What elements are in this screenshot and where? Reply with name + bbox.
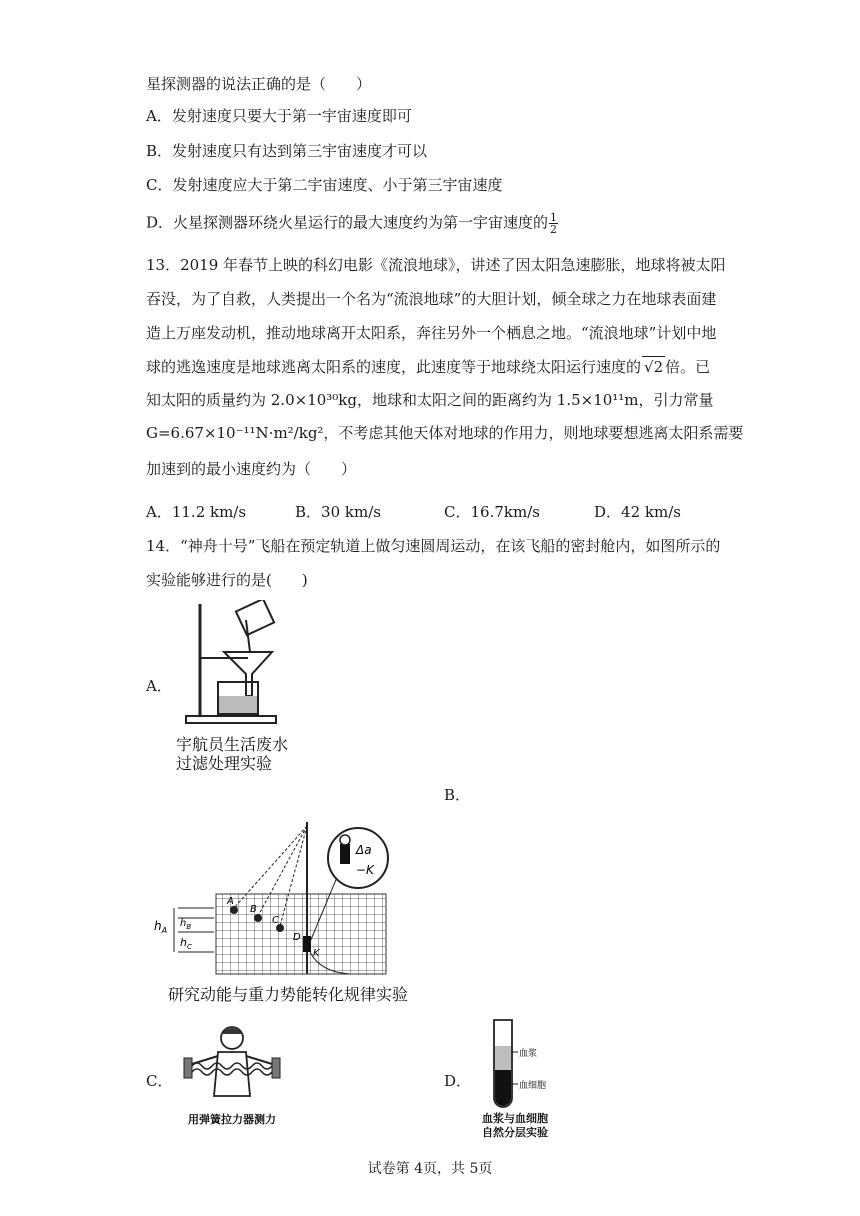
q13-line-2: 吞没，为了自救，人类提出一个名为“流浪地球”的大胆计划，倾全球之力在地球表面建 (146, 290, 717, 308)
cell-layer (495, 1070, 511, 1106)
magnified-sensor (340, 844, 350, 864)
magnifier-circle (328, 828, 388, 888)
minus-k-label: −K (356, 863, 374, 877)
q12-option-d (146, 212, 558, 235)
grid-board (216, 894, 386, 974)
point-b-label: B (250, 904, 257, 915)
q12-option-b: B．发射速度只有达到第三宇宙速度才可以 (146, 142, 428, 160)
figure-pendulum-energy (150, 818, 400, 978)
h-c-label: $h_C$ (180, 936, 192, 951)
q12-option-a: A．发射速度只要大于第一宇宙速度即可 (146, 107, 412, 125)
q14-line-1: 14．“神舟十号”飞船在预定轨道上做匀速圆周运动，在该飞船的密封舱内，如图所示的 (146, 537, 721, 555)
left-handle (184, 1058, 192, 1078)
fig-c-caption: 用弹簧拉力器测力 (188, 1113, 276, 1126)
fig-a-caption-2: 过滤处理实验 (176, 754, 273, 773)
q13-line-7: 加速到的最小速度约为（ ） (146, 460, 357, 478)
fraction-denominator: 2 (550, 223, 558, 236)
spring-coils-2 (192, 1069, 272, 1075)
h-a-label: $h_A$ (154, 919, 168, 935)
filtrate (219, 696, 257, 713)
q13-option-d: D．42 km/s (594, 503, 681, 521)
point-c-label: C (272, 915, 279, 926)
sqrt-value: 2 (653, 358, 664, 376)
q12-stem-end: 星探测器的说法正确的是（ ） (146, 75, 372, 93)
q13-option-b: B．30 km/s (295, 503, 381, 521)
magnified-bob (340, 835, 350, 845)
q14-label-a: A． (146, 677, 172, 695)
fig-d-caption-1: 血浆与血细胞 (482, 1112, 548, 1125)
q12-option-c: C．发射速度应大于第二宇宙速度、小于第三宇宙速度 (146, 176, 503, 194)
figure-test-tube (486, 1018, 556, 1110)
q13-line-1: 13．2019 年春节上映的科幻电影《流浪地球》，讲述了因太阳急速膨胀，地球将被太阳 (146, 256, 726, 274)
cells-label: 血细胞 (519, 1081, 547, 1091)
sqrt-symbol: √2 (644, 358, 664, 376)
delta-a-label: Δa (356, 843, 372, 857)
q13-option-a: A．11.2 km/s (146, 503, 247, 521)
fig-b-caption: 研究动能与重力势能转化规律实验 (168, 985, 409, 1004)
q14-label-c: C． (146, 1072, 173, 1090)
q13-line-4-post: 倍。已 (665, 358, 711, 376)
q13-option-c: C．16.7km/s (444, 503, 540, 521)
h-b-label: $h_B$ (180, 918, 192, 931)
point-a-label: A (227, 896, 234, 907)
plasma-label: 血浆 (519, 1049, 538, 1059)
bob-d (303, 936, 311, 952)
q13-line-3: 造上万座发动机，推动地球离开太阳系，奔往另外一个栖息之地。“流浪地球”计划中地 (146, 324, 717, 342)
q13-line-4-pre: 球的逃逸速度是地球逃离太阳系的速度，此速度等于地球绕太阳运行速度的 (146, 358, 642, 376)
fig-a-caption-1: 宇航员生活废水 (176, 735, 289, 754)
person-hair (221, 1028, 243, 1034)
fraction-one-half (549, 212, 558, 235)
fig-d-caption-2: 自然分层实验 (482, 1126, 548, 1139)
q13-line-5: 知太阳的质量约为 2.0×10³⁰kg，地球和太阳之间的距离约为 1.5×10¹¹m，引力常量 (146, 391, 714, 409)
q14-label-b: B． (444, 786, 471, 804)
q14-line-2: 实验能够进行的是( ) (146, 571, 308, 589)
point-k-label: K (313, 948, 320, 959)
spring-coils (192, 1063, 272, 1069)
pouring-beaker (236, 600, 274, 635)
figure-filtration-apparatus (180, 600, 300, 730)
q13-line-6: G=6.67×10⁻¹¹N·m²/kg²，不考虑其他天体对地球的作用力，则地球要想逃离太阳系需要 (146, 424, 744, 442)
figure-spring-expander (178, 1020, 288, 1106)
bob-b (254, 914, 262, 922)
q14-label-d: D． (444, 1072, 472, 1090)
fraction-numerator: 1 (550, 211, 558, 224)
stand-base (186, 716, 276, 723)
page-footer: 试卷第 4页，共 5页 (367, 1161, 493, 1177)
q12-option-d-text: D．火星探测器环绕火星运行的最大速度约为第一宇宙速度的 (146, 213, 549, 232)
q13-line-4 (146, 356, 710, 377)
point-d-label: D (293, 932, 301, 943)
plasma-layer (495, 1046, 511, 1070)
right-handle (272, 1058, 280, 1078)
bob-a (230, 906, 238, 914)
